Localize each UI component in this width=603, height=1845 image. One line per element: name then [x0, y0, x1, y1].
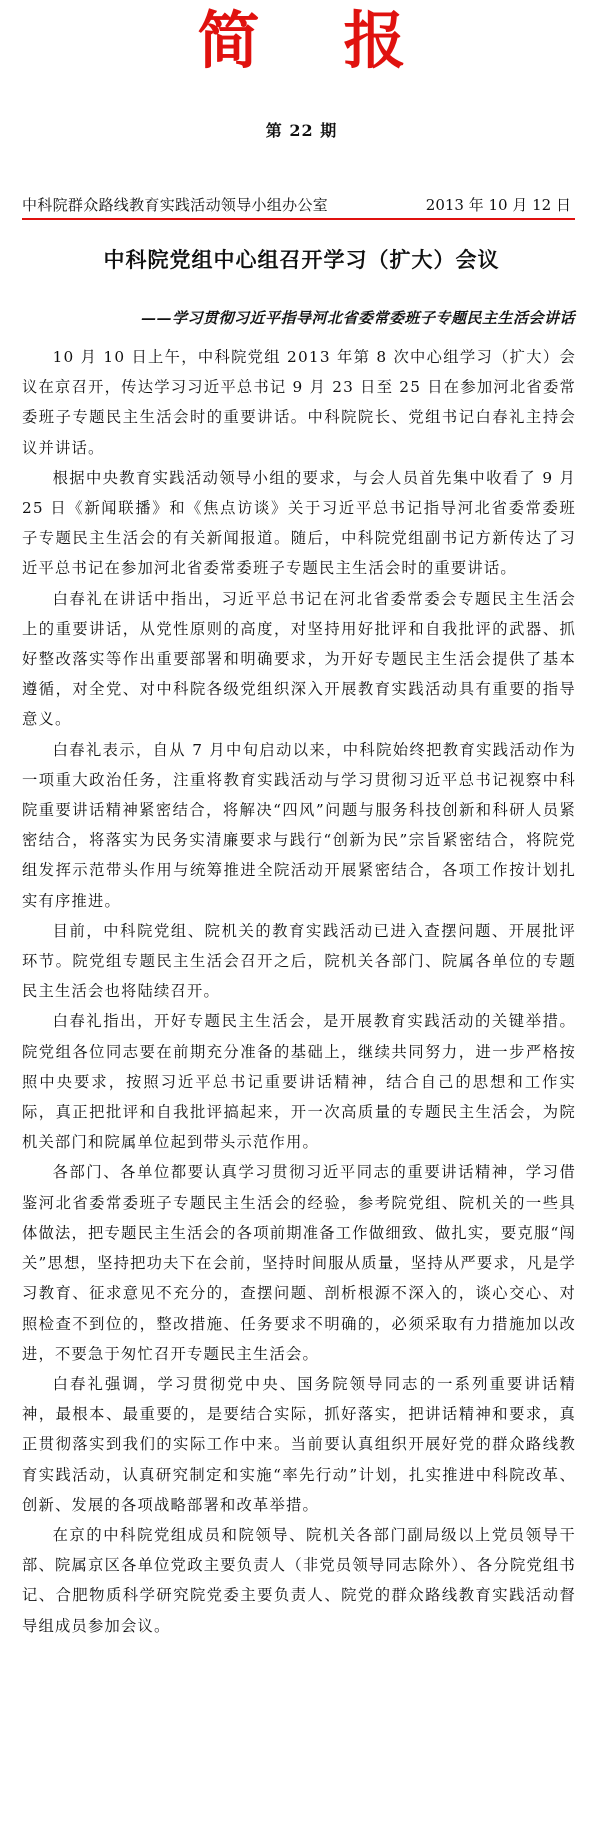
- article-body: [22, 342, 576, 1641]
- article-headline: 中科院党组中心组召开学习（扩大）会议: [103, 247, 500, 272]
- issue-number: 第 22 期: [265, 121, 338, 140]
- paragraph: 白春礼表示，自从 7 月中旬启动以来，中科院始终把教育实践活动作为一项重大政治任务，注重将教育实践活动与学习贯彻习近平总书记视察中科院重要讲话精神紧密结合，将解决“四风”问题与服务科技创新和科研人员紧密结合，将落实为民务实清廉要求与践行“创新为民”宗旨紧密结合，将院党组发挥示范带头作用与统筹推进全院活动开展紧密结合，各项工作按计划扎实有序推进。: [22, 740, 576, 910]
- paragraph: 白春礼在讲话中指出，习近平总书记在河北省委常委会专题民主生活会上的重要讲话，从党性原则的高度，对坚持用好批评和自我批评的武器、抓好整改落实等作出重要部署和明确要求，为开好专题民主生活会提供了基本遵循，对全党、对中科院各级党组织深入开展教育实践活动具有重要的指导意义。: [22, 589, 576, 729]
- header-divider: [22, 218, 575, 220]
- paragraph: 各部门、各单位都要认真学习贯彻习近平同志的重要讲话精神，学习借鉴河北省委常委班子专题民主生活会的经验，参考院党组、院机关的一些具体做法，把专题民主生活会的各项前期准备工作做细致、做扎实，要克服“闯关”思想，坚持把功夫下在会前，坚持时间服从质量，坚持从严要求，凡是学习教育、征求意见不充分的，查摆问题、剖析根源不深入的，谈心交心、对照检查不到位的，整改措施、任务要求不明确的，必须采取有力措施加以改进，不要急于匆忙召开专题民主生活会。: [22, 1163, 576, 1363]
- publisher-line: [22, 194, 571, 218]
- paragraph: 目前，中科院党组、院机关的教育实践活动已进入查摆问题、开展批评环节。院党组专题民主生活会召开之后，院机关各部门、院属各单位的专题民主生活会也将陆续召开。: [22, 921, 576, 1001]
- paragraph: 在京的中科院党组成员和院领导、院机关各部门副局级以上党员领导干部、院属京区各单位党政主要负责人（非党员领导同志除外）、各分院党组书记、合肥物质科学研究院党委主要负责人、院党的群众路线教育实践活动督导组成员参加会议。: [22, 1525, 576, 1635]
- paragraph: 白春礼强调，学习贯彻党中央、国务院领导同志的一系列重要讲话精神，最根本、最重要的，是要结合实际，抓好落实，把讲话精神和要求，真正贯彻落实到我们的实际工作中来。当前要认真组织开展好党的群众路线教育实践活动，认真研究制定和实施“率先行动”计划，扎实推进中科院改革、创新、发展的各项战略部署和改革举措。: [22, 1374, 576, 1514]
- paragraph: 10 月 10 日上午，中科院党组 2013 年第 8 次中心组学习（扩大）会议在京召开，传达学习习近平总书记 9 月 23 日至 25 日在参加河北省委常委班子专题民主生活会时的重要讲话。中科院院长、党组书记白春礼主持会议并讲话。: [22, 348, 576, 457]
- paragraph: 根据中央教育实践活动领导小组的要求，与会人员首先集中收看了 9 月 25 日《新闻联播》和《焦点访谈》关于习近平总书记指导河北省委常委班子专题民主生活会的有关新闻报道。随后，中科院党组副书记方新传达了习近平总书记在参加河北省委常委班子专题民主生活会时的重要讲话。: [22, 468, 576, 578]
- paragraph: 白春礼指出，开好专题民主生活会，是开展教育实践活动的关键举措。院党组各位同志要在前期充分准备的基础上，继续共同努力，进一步严格按照中央要求，按照习近平总书记重要讲话精神，结合自己的思想和工作实际，真正把批评和自我批评搞起来，开一次高质量的专题民主生活会，为院机关部门和院属单位起到带头示范作用。: [22, 1012, 576, 1152]
- publish-date: 2013 年 10 月 12 日: [425, 196, 571, 214]
- masthead-title: 简报: [197, 4, 490, 77]
- article-subtitle: ——学习贯彻习近平指导河北省委常委班子专题民主生活会讲话: [140, 309, 575, 327]
- publisher-org: 中科院群众路线教育实践活动领导小组办公室: [22, 196, 329, 214]
